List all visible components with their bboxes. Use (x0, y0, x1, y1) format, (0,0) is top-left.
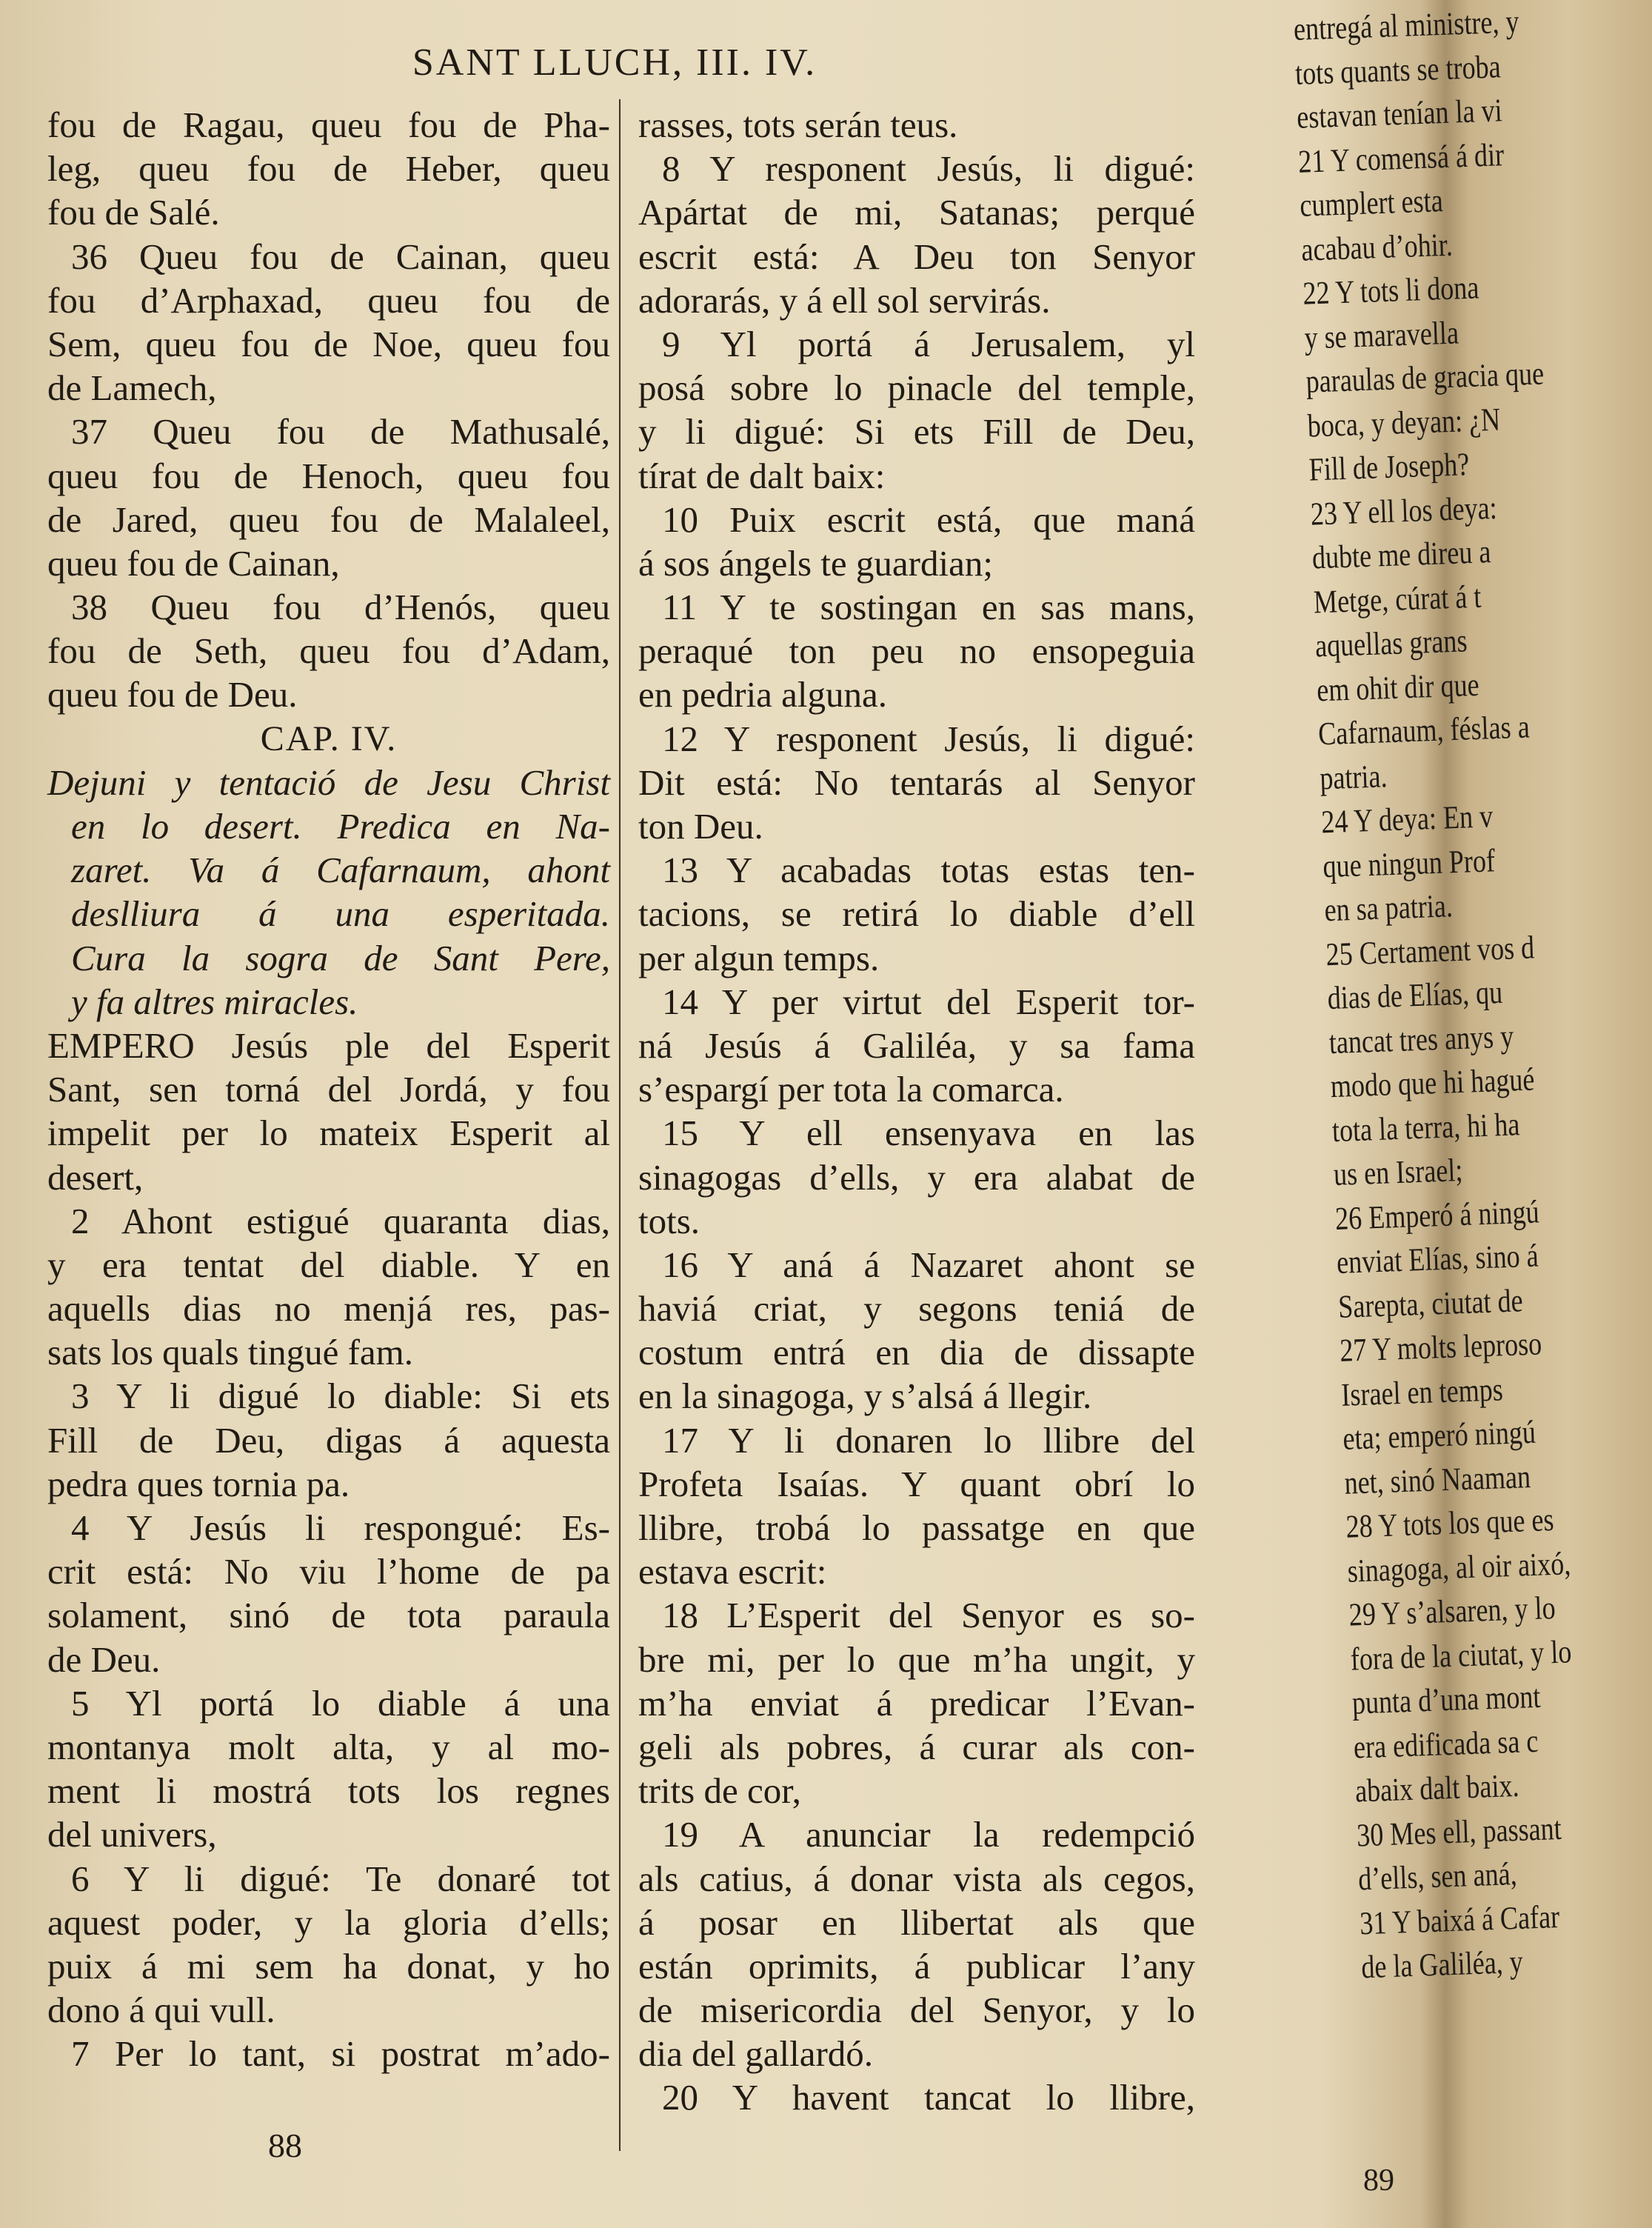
text-line: trits de cor, (638, 1770, 801, 1812)
text-line: Sem, queu fou de Noe, queu fou (47, 323, 610, 364)
facing-page-line: Metge, cúrat á t (1313, 578, 1482, 620)
text-line: á sos ángels te guardian; (638, 542, 993, 584)
text-line: sats los quals tingué fam. (47, 1332, 414, 1373)
text-line: Profeta Isaías. Y quant obrí lo (638, 1463, 1195, 1504)
text-line: 20 Y havent tancat lo llibre, (662, 2077, 1195, 2118)
text-line: adorarás, y á ell sol servirás. (638, 279, 1051, 321)
text-line: de Deu. (47, 1638, 161, 1680)
facing-page-line: que ningun Prof (1322, 841, 1496, 884)
chapter-heading: CAP. IV. (260, 718, 398, 758)
text-line: Apártat de mi, Satanas; perqué (638, 192, 1195, 233)
text-line: queu fou de Deu. (47, 674, 298, 716)
text-line: 14 Y per virtut del Esperit tor- (662, 981, 1195, 1022)
text-line: bre mi, per lo que m’ha ungit, y (638, 1638, 1195, 1680)
text-line: per algun temps. (638, 937, 880, 978)
text-line: 13 Y acabadas totas estas ten- (662, 850, 1195, 891)
text-line: ton Deu. (638, 806, 763, 847)
text-line: tírat de dalt baix: (638, 455, 886, 496)
facing-page-line: cumplert esta (1299, 182, 1444, 224)
facing-page-line: estavan tenían la vi (1296, 92, 1503, 136)
text-line: haviá criat, y segons teniá de (638, 1288, 1195, 1330)
text-line: estava escrit: (638, 1551, 827, 1592)
text-line: impelit per lo mateix Esperit al (47, 1113, 610, 1154)
text-line: 10 Puix escrit está, que maná (662, 498, 1195, 540)
text-line: crit está: No viu l’home de pa (47, 1551, 610, 1592)
facing-page-line: patria. (1319, 757, 1388, 796)
chapter-summary-line: zaret. Va á Cafarnaum, ahont (71, 850, 610, 891)
facing-page-line: de la Galiléa, y (1360, 1943, 1524, 1986)
text-line: 16 Y aná á Nazaret ahont se (662, 1244, 1195, 1285)
text-line: 38 Queu fou d’Henós, queu (71, 587, 610, 628)
text-line: dono á qui vull. (47, 1989, 275, 2031)
facing-page-line: punta d’una mont (1351, 1678, 1542, 1721)
facing-page-line: y se maravella (1303, 313, 1459, 356)
text-line: leg, queu fou de Heber, queu (47, 148, 610, 190)
facing-page-line: tota la terra, hi ha (1331, 1105, 1521, 1149)
text-line: llibre, trobá lo passatge en que (638, 1507, 1195, 1548)
facing-page-line: 21 Y comensá á dir (1297, 136, 1505, 180)
facing-page-line: paraulas de gracia que (1305, 355, 1545, 400)
facing-page-line: 28 Y tots los que es (1345, 1501, 1555, 1545)
page-number-right: 89 (1363, 2164, 1394, 2198)
facing-page-line: en sa patria. (1323, 887, 1454, 929)
text-line: de Lamech, (47, 367, 217, 409)
text-line: desert, (47, 1156, 144, 1198)
facing-page-line: tots quants se troba (1294, 47, 1502, 92)
chapter-summary-line: Dejuni y tentació de Jesu Christ (47, 761, 610, 803)
text-line: peraqué ton peu no ensopeguia (638, 630, 1195, 672)
facing-page-line: abaix dalt baix. (1354, 1767, 1520, 1810)
facing-page-line: us en Israel; (1333, 1151, 1464, 1193)
text-line: y li digué: Si ets Fill de Deu, (638, 411, 1195, 453)
text-line: tots. (638, 1200, 700, 1241)
facing-page-line: d’ells, sen aná, (1357, 1855, 1518, 1898)
text-line: de Jared, queu fou de Malaleel, (47, 498, 610, 540)
text-line: fou d’Arphaxad, queu fou de (47, 279, 610, 321)
text-line: puix á mi sem ha donat, y ho (47, 1945, 610, 1987)
text-line: 5 Yl portá lo diable á una (71, 1682, 610, 1724)
text-line: rasses, tots serán teus. (638, 104, 958, 145)
text-line: en la sinagoga, y s’alsá á llegir. (638, 1375, 1092, 1417)
facing-page-line: sinagoga, al oir aixó, (1346, 1544, 1571, 1590)
facing-page-line: aquellas grans (1314, 622, 1468, 664)
facing-page-line: modo que hi hagué (1330, 1061, 1536, 1105)
text-line: geli als pobres, á curar als con- (638, 1726, 1195, 1767)
facing-page-line: eta; emperó ningú (1342, 1413, 1536, 1457)
text-line: 17 Y li donaren lo llibre del (662, 1419, 1195, 1461)
text-line: 19 A anunciar la redempció (662, 1814, 1195, 1855)
text-line: als catius, á donar vista als cegos, (638, 1858, 1195, 1899)
text-line: m’ha enviat á predicar l’Evan- (638, 1682, 1195, 1724)
column-divider (619, 99, 621, 2151)
text-line: tacions, se retirá lo diable d’ell (638, 893, 1195, 935)
text-line: fou de Seth, queu fou d’Adam, (47, 630, 610, 672)
facing-page (1278, 0, 1573, 2228)
facing-page-line: 25 Certament vos d (1325, 928, 1535, 973)
text-line: 36 Queu fou de Cainan, queu (71, 236, 610, 277)
text-line: 6 Y li digué: Te donaré tot (71, 1858, 610, 1899)
running-header: SANT LLUCH, III. IV. (412, 41, 817, 84)
chapter-summary-line: deslliura á una esperitada. (71, 893, 610, 935)
facing-page-line: net, sinó Naaman (1343, 1458, 1531, 1501)
text-line: del univers, (47, 1814, 217, 1855)
facing-page-line: acabau d’ohir. (1300, 226, 1454, 268)
text-line: posá sobre lo pinacle del temple, (638, 367, 1195, 409)
facing-page-line: 30 Mes ell, passant (1356, 1810, 1562, 1853)
facing-page-line: tancat tres anys y (1328, 1017, 1514, 1061)
facing-page-line: 23 Y ell los deya: (1310, 489, 1498, 533)
chapter-summary-line: Cura la sogra de Sant Pere, (71, 937, 610, 978)
text-line: de misericordia del Senyor, y lo (638, 1989, 1195, 2031)
facing-page-line: Sarepta, ciutat de (1337, 1281, 1524, 1325)
facing-page-line: boca, y deyan: ¿N (1306, 401, 1501, 444)
text-line: aquells dias no menjá res, pas- (47, 1288, 610, 1330)
text-line: aquest poder, y la gloria d’ells; (47, 1901, 610, 1943)
page-number-left: 88 (268, 2127, 302, 2164)
facing-page-line: 27 Y molts leproso (1339, 1325, 1542, 1369)
text-line: 15 Y ell ensenyava en las (662, 1113, 1195, 1154)
facing-page-line: 22 Y tots li dona (1302, 269, 1480, 312)
facing-page-line: Cafarnaum, féslas a (1317, 708, 1531, 753)
text-line: 11 Y te sostingan en sas mans, (662, 587, 1195, 628)
facing-page-line: 31 Y baixá á Cafar (1359, 1898, 1560, 1941)
facing-page-line: entregá al ministre, y (1293, 3, 1520, 47)
facing-page-line: dubte me direu a (1311, 533, 1492, 576)
text-line: 37 Queu fou de Mathusalé, (71, 411, 610, 453)
text-line: escrit está: A Deu ton Senyor (638, 236, 1195, 277)
facing-page-line: fora de la ciutat, y lo (1350, 1632, 1573, 1678)
text-line: ná Jesús á Galiléa, y sa fama (638, 1024, 1195, 1066)
facing-page-line: Israel en temps (1340, 1370, 1504, 1413)
facing-page-line: dias de Elías, qu (1326, 973, 1503, 1017)
text-line: ment li mostrá tots los regnes (47, 1770, 610, 1812)
text-line: 3 Y li digué lo diable: Si ets (71, 1375, 610, 1417)
right-text-column (638, 103, 1195, 2120)
text-line: Fill de Deu, digas á aquesta (47, 1419, 610, 1461)
text-line: fou de Ragau, queu fou de Pha- (47, 104, 610, 145)
text-line: fou de Salé. (47, 192, 220, 233)
text-line: sinagogas d’ells, y era alabat de (638, 1156, 1195, 1198)
facing-page-line: enviat Elías, sino á (1336, 1237, 1539, 1281)
chapter-summary-line: en lo desert. Predica en Na- (71, 806, 610, 847)
text-line: dia del gallardó. (638, 2033, 874, 2075)
text-line: 12 Y responent Jesús, li digué: (662, 718, 1195, 759)
text-line: están oprimits, á publicar l’any (638, 1945, 1195, 1987)
text-line: 9 Yl portá á Jerusalem, yl (662, 323, 1195, 364)
text-line: s’espargí per tota la comarca. (638, 1069, 1064, 1110)
text-line: 7 Per lo tant, si postrat m’ado- (71, 2033, 610, 2075)
chapter-summary-line: y fa altres miracles. (71, 981, 358, 1022)
text-line: montanya molt alta, y al mo- (47, 1726, 610, 1767)
text-line: 4 Y Jesús li respongué: Es- (71, 1507, 610, 1548)
text-line: 2 Ahont estigué quaranta dias, (71, 1200, 610, 1241)
text-line: queu fou de Cainan, (47, 542, 340, 584)
text-line: 8 Y responent Jesús, li digué: (662, 148, 1195, 190)
facing-page-text (1293, 0, 1652, 1989)
text-line: EMPERO Jesús ple del Esperit (47, 1024, 610, 1066)
facing-page-line: era edificada sa c (1353, 1722, 1539, 1766)
facing-page-line: em ohit dir que (1316, 666, 1480, 708)
text-line: pedra ques tornia pa. (47, 1463, 350, 1504)
text-line: queu fou de Henoch, queu fou (47, 455, 610, 496)
text-line: á posar en llibertat als que (638, 1901, 1195, 1943)
facing-page-line: 24 Y deya: En v (1320, 798, 1494, 841)
text-line: costum entrá en dia de dissapte (638, 1332, 1195, 1373)
text-line: 18 L’Esperit del Senyor es so- (662, 1595, 1195, 1636)
text-line: en pedria alguna. (638, 674, 888, 716)
facing-page-line: Fill de Joseph? (1308, 446, 1470, 488)
facing-page-line: 26 Emperó á ningú (1334, 1193, 1540, 1237)
text-line: y era tentat del diable. Y en (47, 1244, 610, 1285)
text-line: Dit está: No tentarás al Senyor (638, 761, 1195, 803)
text-line: Sant, sen torná del Jordá, y fou (47, 1069, 610, 1110)
facing-page-line: 29 Y s’alsaren, y lo (1348, 1589, 1556, 1633)
left-text-column (47, 103, 610, 2075)
text-line: solament, sinó de tota paraula (47, 1595, 610, 1636)
